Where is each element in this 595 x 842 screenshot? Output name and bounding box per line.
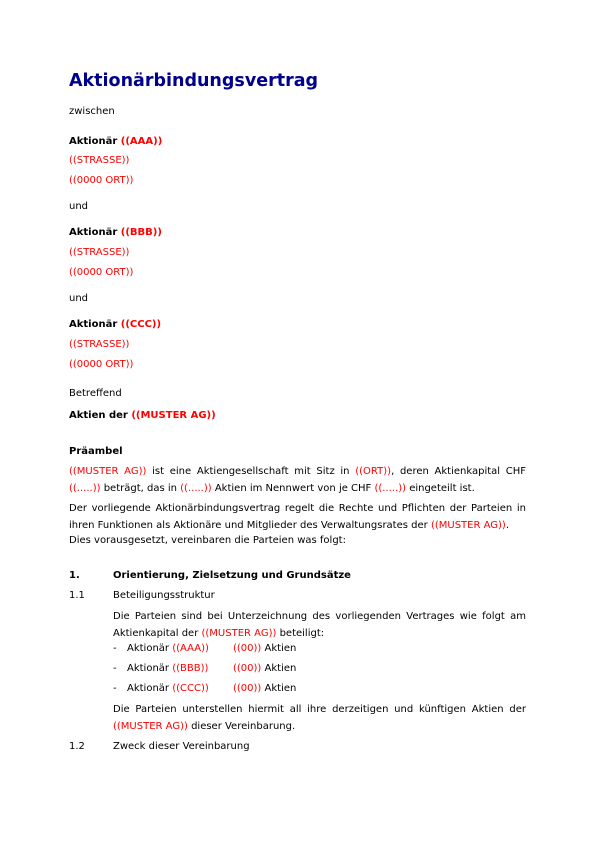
text-span: Aktien im Nennwert von je CHF	[214, 483, 372, 494]
placeholder-amount: ((.....))	[69, 483, 101, 494]
party-1-heading	[69, 136, 162, 147]
text-span: , deren Aktienkapital CHF	[391, 466, 527, 477]
party-1-city: ((0000 ORT))	[69, 175, 134, 186]
text-span: dieser Vereinbarung.	[191, 721, 296, 732]
text-span: Die Parteien sind bei Unterzeichnung des vorliegenden Vertrages wie folgt am Aktienkapital der	[113, 611, 526, 639]
party-label: Aktionär	[69, 136, 118, 147]
holding-party	[127, 643, 209, 654]
placeholder-party: ((BBB))	[172, 663, 209, 674]
party-1-name: ((AAA))	[120, 136, 163, 147]
subsection-1-1-heading: Beteiligungsstruktur	[113, 590, 215, 601]
preamble-paragraph-1	[69, 463, 526, 497]
text-span: .	[505, 520, 509, 531]
holding-dash: -	[113, 663, 117, 674]
holding-dash: -	[113, 683, 117, 694]
shares-heading	[69, 410, 216, 421]
placeholder-shares: ((00))	[233, 683, 262, 694]
party-2-name: ((BBB))	[120, 227, 162, 238]
subsection-1-1-number: 1.1	[69, 590, 85, 601]
preamble-paragraph-2	[69, 500, 526, 534]
text-span: beteiligt:	[279, 628, 325, 639]
text-span: eingeteilt ist.	[409, 483, 475, 494]
party-label: Aktionär	[69, 319, 118, 330]
party-2-heading	[69, 227, 162, 238]
subsection-1-2-heading: Zweck dieser Vereinbarung	[113, 741, 250, 752]
subsection-1-2-number: 1.2	[69, 741, 85, 752]
and-text: und	[69, 293, 89, 304]
preamble-paragraph-3: Dies vorausgesetzt, vereinbaren die Parteien was folgt:	[69, 535, 346, 546]
subsection-1-1-paragraph-2	[113, 701, 526, 735]
holding-unit: Aktien	[264, 643, 297, 654]
preamble-heading: Präambel	[69, 446, 123, 457]
holding-unit: Aktien	[264, 683, 297, 694]
placeholder-count: ((.....))	[180, 483, 212, 494]
holding-party	[127, 663, 208, 674]
holding-shares	[233, 663, 296, 674]
holding-dash: -	[113, 643, 117, 654]
between-text: zwischen	[69, 106, 115, 117]
shares-label: Aktien der	[69, 410, 128, 421]
placeholder-company: ((MUSTER AG))	[69, 466, 147, 477]
holding-unit: Aktien	[264, 663, 297, 674]
and-text: und	[69, 201, 89, 212]
party-1-street: ((STRASSE))	[69, 155, 130, 166]
party-3-city: ((0000 ORT))	[69, 359, 134, 370]
placeholder-shares: ((00))	[233, 643, 262, 654]
holding-label: Aktionär	[127, 643, 170, 654]
party-3-name: ((CCC))	[120, 319, 162, 330]
placeholder-party: ((CCC))	[172, 683, 209, 694]
party-3-street: ((STRASSE))	[69, 339, 130, 350]
party-2-city: ((0000 ORT))	[69, 267, 134, 278]
text-span: beträgt, das in	[103, 483, 177, 494]
placeholder-shares: ((00))	[233, 663, 262, 674]
party-2-street: ((STRASSE))	[69, 247, 130, 258]
placeholder-nominal: ((.....))	[374, 483, 406, 494]
party-label: Aktionär	[69, 227, 118, 238]
placeholder-company: ((MUSTER AG))	[201, 628, 277, 639]
section-1-heading: Orientierung, Zielsetzung und Grundsätze	[113, 570, 351, 581]
text-span: Die Parteien unterstellen hiermit all ihre derzeitigen und künftigen Aktien der	[113, 704, 526, 715]
holding-label: Aktionär	[127, 663, 170, 674]
holding-shares	[233, 643, 296, 654]
placeholder-place: ((ORT))	[355, 466, 392, 477]
company-name: ((MUSTER AG))	[131, 410, 216, 421]
concerning-text: Betreffend	[69, 388, 122, 399]
party-3-heading	[69, 319, 161, 330]
text-span: ist eine Aktiengesellschaft mit Sitz in	[152, 466, 350, 477]
holding-shares	[233, 683, 296, 694]
placeholder-company: ((MUSTER AG))	[113, 721, 188, 732]
holding-label: Aktionär	[127, 683, 170, 694]
subsection-1-1-paragraph	[113, 608, 526, 642]
placeholder-company: ((MUSTER AG))	[430, 520, 506, 531]
section-1-number: 1.	[69, 570, 80, 581]
holding-party	[127, 683, 209, 694]
placeholder-party: ((AAA))	[172, 643, 209, 654]
text-span: Der vorliegende Aktionärbindungsvertrag regelt die Rechte und Pflichten der Parteien in ihren Funktionen als Aktionäre und Mitglieder des Verwaltungsrates der	[69, 503, 526, 531]
document-title: Aktionärbindungsvertrag	[69, 71, 319, 91]
